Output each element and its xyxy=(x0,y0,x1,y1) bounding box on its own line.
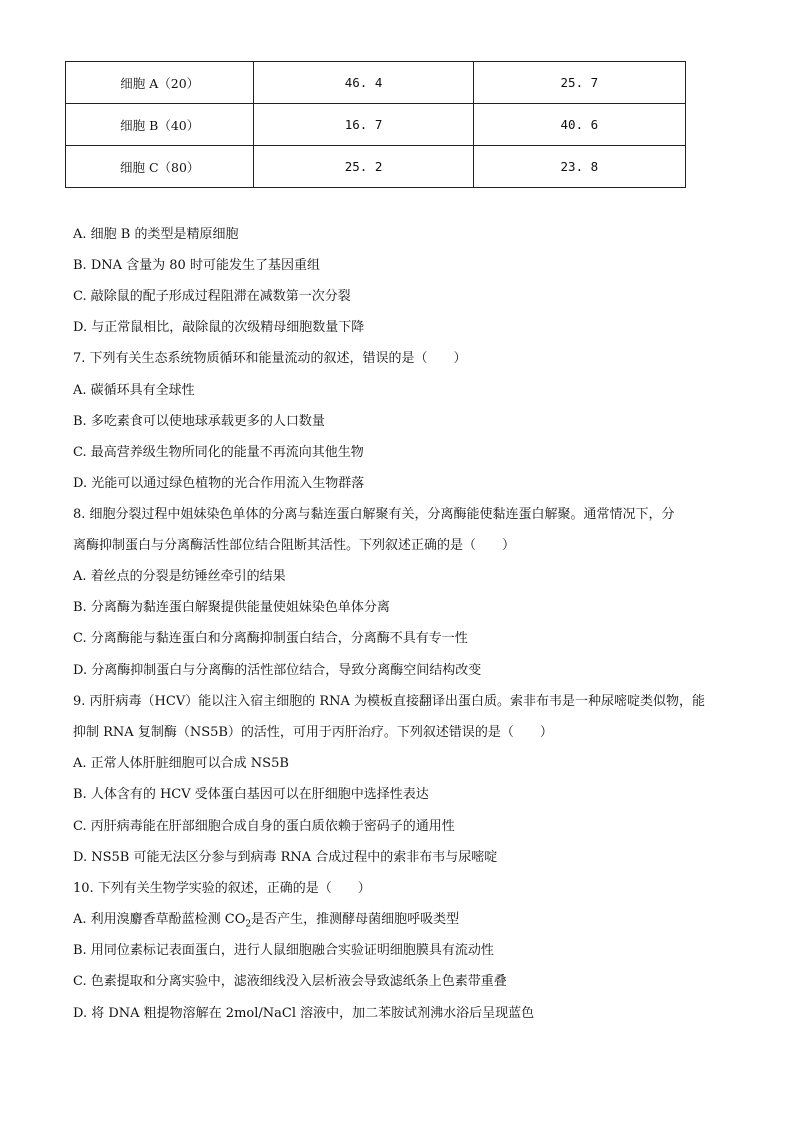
q7-option-b: B. 多吃素食可以使地球承载更多的人口数量 xyxy=(73,414,325,429)
q10-option-a xyxy=(73,911,734,934)
q8-option-b: B. 分离酶为黏连蛋白解聚提供能量使姐妹染色单体分离 xyxy=(73,600,390,615)
q6-option-a: A. 细胞 B 的类型是精原细胞 xyxy=(73,227,239,242)
table-cell-value: 16. 7 xyxy=(254,104,473,146)
q7-stem: 7. 下列有关生态系统物质循环和能量流动的叙述，错误的是（ ） xyxy=(73,351,467,366)
q10-option-b: B. 用同位素标记表面蛋白，进行人鼠细胞融合实验证明细胞膜具有流动性 xyxy=(73,943,494,958)
table-cell-label: 细胞 A（20） xyxy=(66,62,254,104)
q8-stem-line2: 离酶抑制蛋白与分离酶活性部位结合阻断其活性。下列叙述正确的是（ ） xyxy=(73,538,516,553)
table-row xyxy=(66,146,686,188)
table-cell-value: 40. 6 xyxy=(473,104,685,146)
table-cell-value: 46. 4 xyxy=(254,62,473,104)
q10-stem: 10. 下列有关生物学实验的叙述，正确的是（ ） xyxy=(73,881,371,896)
q9-stem-line2: 抑制 RNA 复制酶（NS5B）的活性，可用于丙肝治疗。下列叙述错误的是（ ） xyxy=(73,725,553,740)
q8-stem-line1: 8. 细胞分裂过程中姐妹染色单体的分离与黏连蛋白解聚有关，分离酶能使黏连蛋白解聚。通常情况下，分 xyxy=(73,507,675,522)
q8-option-d: D. 分离酶抑制蛋白与分离酶的活性部位结合，导致分离酶空间结构改变 xyxy=(73,663,482,678)
q6-option-c: C. 敲除鼠的配子形成过程阻滞在减数第一次分裂 xyxy=(73,289,351,304)
q10-option-a-text-rest: 是否产生，推测酵母菌细胞呼吸类型 xyxy=(251,912,460,927)
table-cell-label: 细胞 C（80） xyxy=(66,146,254,188)
q8-option-a: A. 着丝点的分裂是纺锤丝牵引的结果 xyxy=(73,569,286,584)
q9-option-b: B. 人体含有的 HCV 受体蛋白基因可以在肝细胞中选择性表达 xyxy=(73,787,429,802)
q6-option-d: D. 与正常鼠相比，敲除鼠的次级精母细胞数量下降 xyxy=(73,320,365,335)
q9-option-d: D. NS5B 可能无法区分参与到病毒 RNA 合成过程中的索非布韦与尿嘧啶 xyxy=(73,850,498,865)
table-cell-value: 23. 8 xyxy=(473,146,685,188)
q7-option-c: C. 最高营养级生物所同化的能量不再流向其他生物 xyxy=(73,445,364,460)
q9-option-c: C. 丙肝病毒能在肝部细胞合成自身的蛋白质依赖于密码子的通用性 xyxy=(73,819,455,834)
subscript-2: 2 xyxy=(245,919,252,930)
q10-option-a-text: A. 利用溴麝香草酚蓝检测 CO xyxy=(73,912,246,927)
q9-option-a: A. 正常人体肝脏细胞可以合成 NS5B xyxy=(73,756,289,771)
q8-option-c: C. 分离酶能与黏连蛋白和分离酶抑制蛋白结合，分离酶不具有专一性 xyxy=(73,631,468,646)
q10-option-d: D. 将 DNA 粗提物溶解在 2mol/NaCl 溶液中，加二苯胺试剂沸水浴后呈现蓝色 xyxy=(73,1006,535,1021)
table-row xyxy=(66,62,686,104)
q7-option-d: D. 光能可以通过绿色植物的光合作用流入生物群落 xyxy=(73,476,365,491)
table-cell-value: 25. 7 xyxy=(473,62,685,104)
table-cell-value: 25. 2 xyxy=(254,146,473,188)
q6-option-b: B. DNA 含量为 80 时可能发生了基因重组 xyxy=(73,258,320,273)
q9-stem-line1: 9. 丙肝病毒（HCV）能以注入宿主细胞的 RNA 为模板直接翻译出蛋白质。索非布韦是一种尿嘧啶类似物，能 xyxy=(73,694,706,709)
q7-option-a: A. 碳循环具有全球性 xyxy=(73,383,195,398)
table-row xyxy=(66,104,686,146)
table-cell-label: 细胞 B（40） xyxy=(66,104,254,146)
data-table xyxy=(65,61,686,188)
q10-option-c: C. 色素提取和分离实验中，滤液细线没入层析液会导致滤纸条上色素带重叠 xyxy=(73,974,507,989)
